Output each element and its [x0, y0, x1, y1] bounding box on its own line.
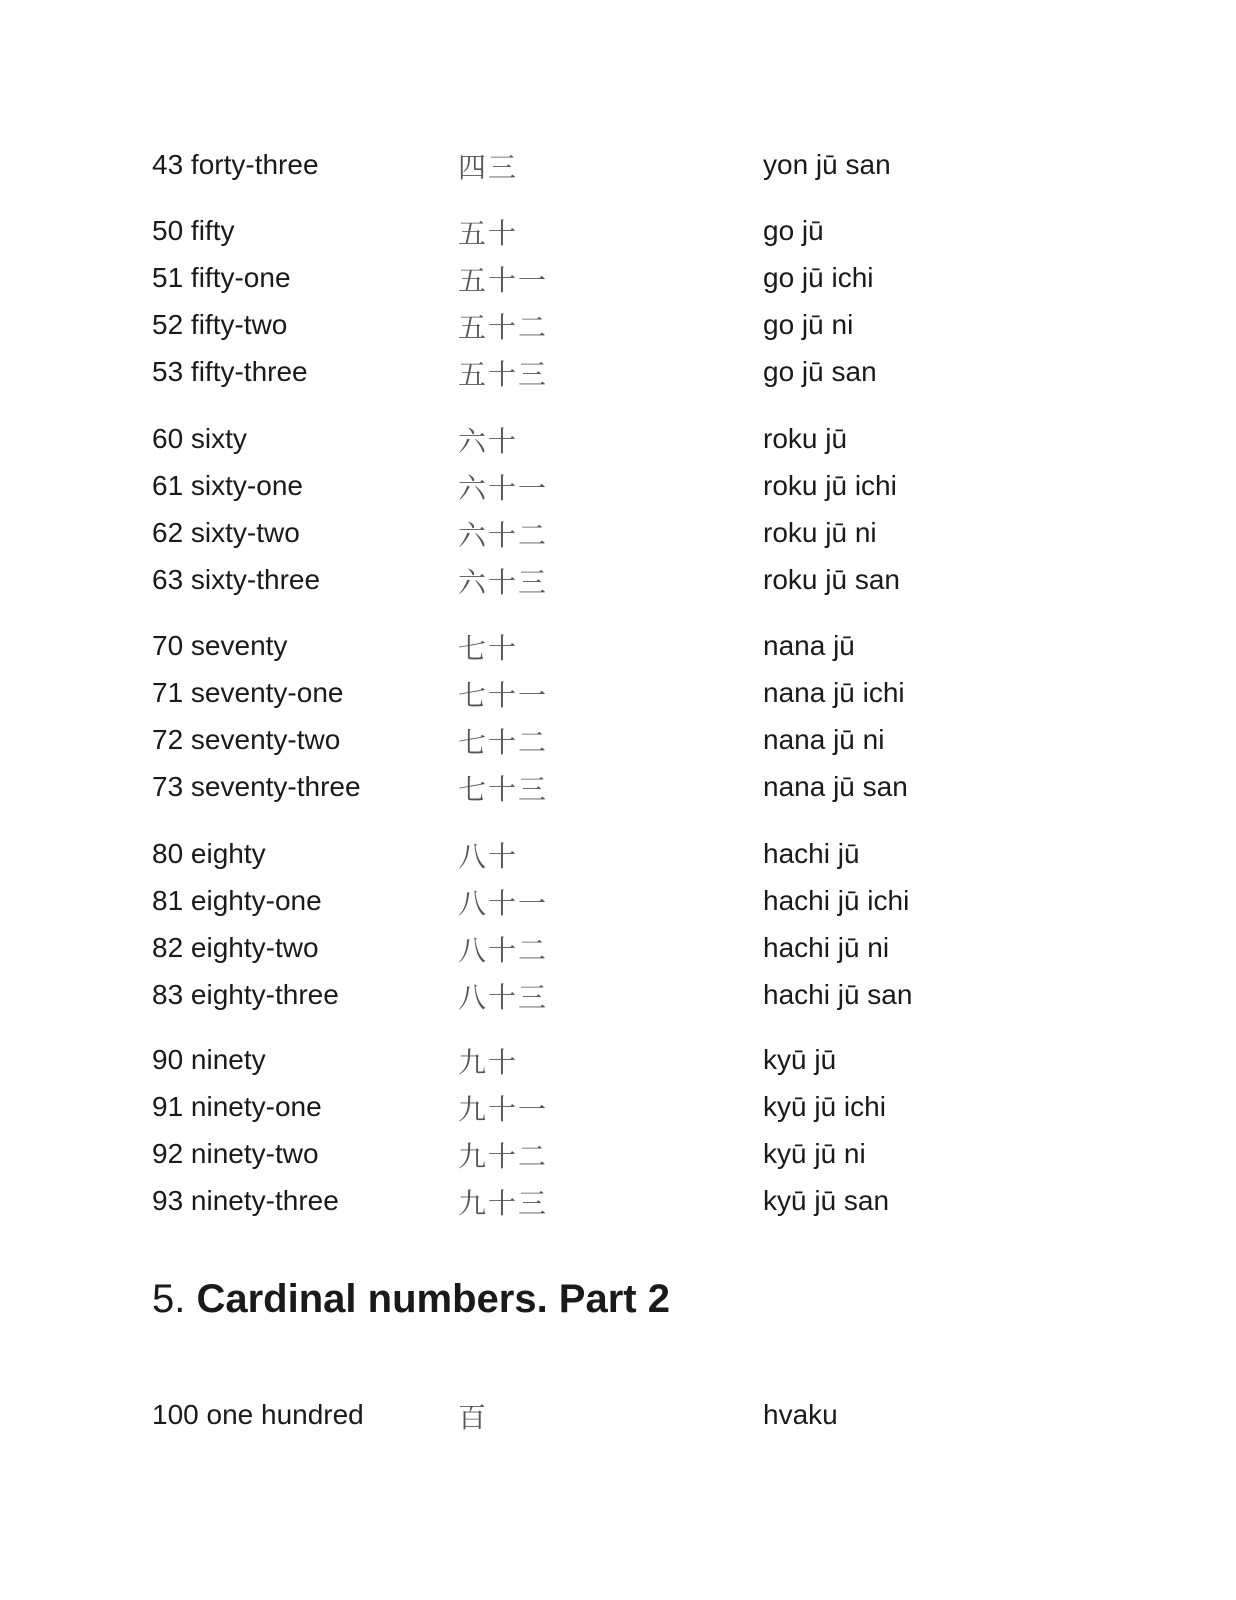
romaji-reading: nana jū san: [763, 771, 908, 802]
romaji-reading: go jū ichi: [763, 262, 874, 293]
number-row: [152, 1181, 1052, 1228]
romaji-reading: kyū jū: [763, 1044, 837, 1075]
number-group-60s: [152, 419, 1052, 607]
number-row: [152, 767, 1052, 814]
number-row: [152, 928, 1052, 975]
number-row: [152, 1395, 1052, 1442]
kanji-number: 百: [458, 1401, 489, 1434]
english-number: 62 sixty-two: [152, 517, 300, 548]
kanji-number: 五十二: [458, 311, 549, 344]
english-number: 71 seventy-one: [152, 677, 344, 708]
number-group-80s: [152, 834, 1052, 1022]
number-row: [152, 720, 1052, 767]
english-number: 83 eighty-three: [152, 979, 339, 1010]
english-number: 92 ninety-two: [152, 1138, 319, 1169]
romaji-reading: go jū: [763, 215, 824, 246]
kanji-number: 五十三: [458, 358, 549, 391]
english-number: 61 sixty-one: [152, 470, 303, 501]
romaji-reading: hachi jū: [763, 838, 860, 869]
number-row: [152, 352, 1052, 399]
romaji-reading: kyū jū ichi: [763, 1091, 886, 1122]
number-group-70s: [152, 626, 1052, 814]
section-heading: [152, 1274, 670, 1324]
english-number: 53 fifty-three: [152, 356, 308, 387]
english-number: 43 forty-three: [152, 149, 319, 180]
kanji-number: 八十一: [458, 887, 549, 920]
romaji-reading: roku jū: [763, 423, 848, 454]
romaji-reading: hvaku: [763, 1399, 838, 1430]
number-row: [152, 1040, 1052, 1087]
number-row: [152, 560, 1052, 607]
romaji-reading: roku jū ichi: [763, 470, 897, 501]
english-number: 63 sixty-three: [152, 564, 321, 595]
romaji-reading: go jū ni: [763, 309, 854, 340]
number-row: [152, 513, 1052, 560]
number-row: [152, 419, 1052, 466]
number-row: [152, 881, 1052, 928]
kanji-number: 八十: [458, 840, 519, 873]
number-group-90s: [152, 1040, 1052, 1228]
english-number: 73 seventy-three: [152, 771, 361, 802]
kanji-number: 七十二: [458, 726, 549, 759]
kanji-number: 九十二: [458, 1140, 549, 1173]
romaji-reading: kyū jū ni: [763, 1138, 866, 1169]
english-number: 91 ninety-one: [152, 1091, 322, 1122]
romaji-reading: hachi jū ni: [763, 932, 890, 963]
english-number: 90 ninety: [152, 1044, 266, 1075]
section-title-text: Cardinal numbers. Part 2: [196, 1277, 670, 1321]
number-row: [152, 1087, 1052, 1134]
kanji-number: 九十一: [458, 1093, 549, 1126]
kanji-number: 七十三: [458, 773, 549, 806]
number-row: [152, 466, 1052, 513]
english-number: 81 eighty-one: [152, 885, 322, 916]
number-row: [152, 145, 1052, 192]
kanji-number: 八十三: [458, 981, 549, 1014]
kanji-number: 九十三: [458, 1187, 549, 1220]
english-number: 70 seventy: [152, 630, 288, 661]
number-row: [152, 258, 1052, 305]
romaji-reading: hachi jū san: [763, 979, 913, 1010]
kanji-number: 四三: [458, 151, 519, 184]
number-row: [152, 975, 1052, 1022]
kanji-number: 六十一: [458, 472, 549, 505]
romaji-reading: hachi jū ichi: [763, 885, 910, 916]
kanji-number: 五十一: [458, 264, 549, 297]
kanji-number: 六十二: [458, 519, 549, 552]
english-number: 60 sixty: [152, 423, 247, 454]
number-row: [152, 834, 1052, 881]
kanji-number: 六十: [458, 425, 519, 458]
romaji-reading: roku jū san: [763, 564, 900, 595]
number-group-hundreds: [152, 1395, 1052, 1442]
kanji-number: 九十: [458, 1046, 519, 1079]
english-number: 80 eighty: [152, 838, 266, 869]
kanji-number: 八十二: [458, 934, 549, 967]
kanji-number: 七十: [458, 632, 519, 665]
english-number: 82 eighty-two: [152, 932, 319, 963]
romaji-reading: go jū san: [763, 356, 877, 387]
romaji-reading: yon jū san: [763, 149, 891, 180]
romaji-reading: roku jū ni: [763, 517, 877, 548]
kanji-number: 六十三: [458, 566, 549, 599]
english-number: 50 fifty: [152, 215, 235, 246]
number-row: [152, 673, 1052, 720]
english-number: 72 seventy-two: [152, 724, 341, 755]
romaji-reading: nana jū ni: [763, 724, 885, 755]
number-row: [152, 305, 1052, 352]
number-row: [152, 626, 1052, 673]
number-row: [152, 1134, 1052, 1181]
section-number: 5.: [152, 1277, 186, 1321]
number-group-50s: [152, 211, 1052, 399]
english-number: 93 ninety-three: [152, 1185, 339, 1216]
kanji-number: 七十一: [458, 679, 549, 712]
romaji-reading: nana jū: [763, 630, 855, 661]
number-group-40s: [152, 145, 1052, 192]
romaji-reading: nana jū ichi: [763, 677, 905, 708]
english-number: 51 fifty-one: [152, 262, 291, 293]
number-row: [152, 211, 1052, 258]
english-number: 52 fifty-two: [152, 309, 288, 340]
romaji-reading: kyū jū san: [763, 1185, 890, 1216]
english-number: 100 one hundred: [152, 1399, 364, 1430]
kanji-number: 五十: [458, 217, 519, 250]
